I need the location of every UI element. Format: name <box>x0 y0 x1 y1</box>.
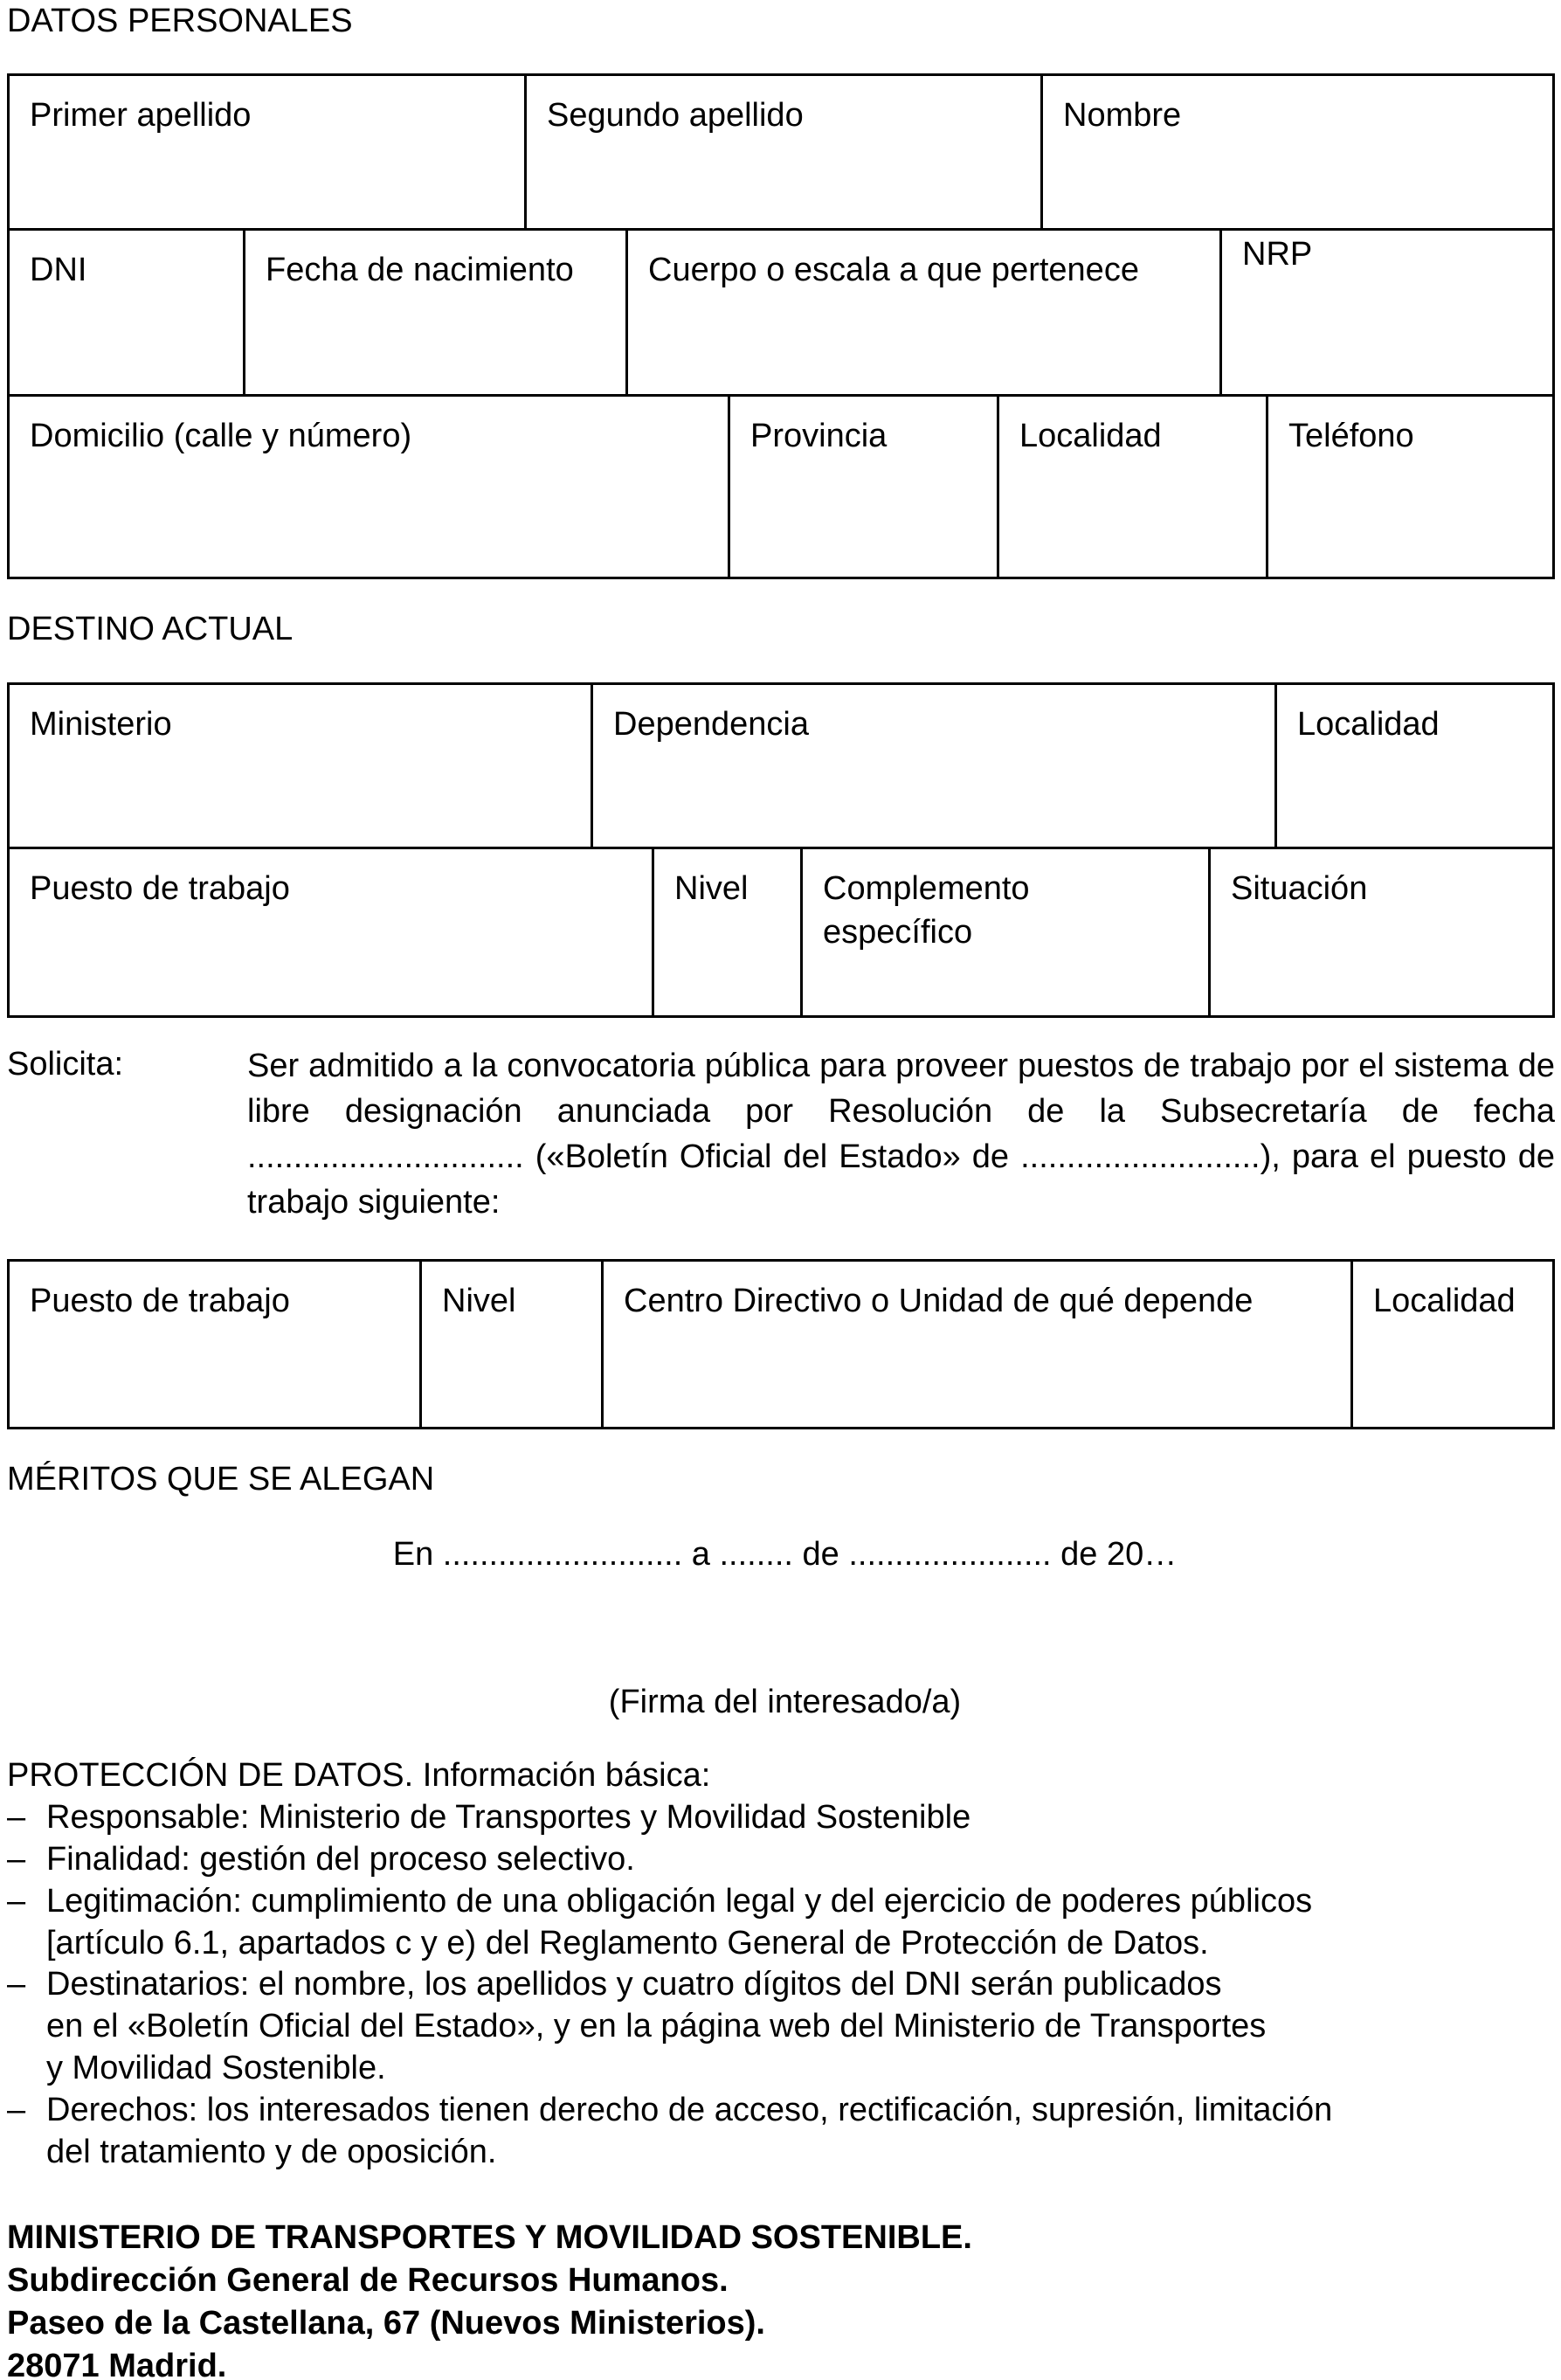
list-item <box>7 1964 1553 2090</box>
address-field[interactable] <box>10 397 730 577</box>
field-label: Segundo apellido <box>547 97 804 134</box>
personal-data-table <box>7 73 1555 579</box>
second-surname-field[interactable] <box>527 76 1043 228</box>
list-item-line: [artículo 6.1, apartados c y e) del Reglamento General de Protección de Datos. <box>46 1924 1209 1961</box>
phone-field[interactable] <box>1268 397 1552 577</box>
list-item-line: en el «Boletín Oficial del Estado», y en la página web del Ministerio de Transportes <box>46 2008 1267 2045</box>
current-locality-field[interactable] <box>1277 685 1552 847</box>
request-label: Solicita: <box>7 1046 124 1083</box>
address-line: Paseo de la Castellana, 67 (Nuevos Ministerios). <box>7 2305 765 2342</box>
birth-date-field[interactable] <box>245 231 628 394</box>
ministry-field[interactable] <box>10 685 593 847</box>
field-label: Puesto de trabajo <box>30 1283 290 1319</box>
list-item-line: Legitimación: cumplimiento de una obligación legal y del ejercicio de poderes públicos <box>46 1882 1313 1920</box>
requested-job-field[interactable] <box>10 1262 422 1427</box>
table-row <box>10 76 1552 231</box>
field-label: Localidad <box>1373 1283 1516 1319</box>
list-item-line: del tratamiento y de oposición. <box>46 2133 497 2170</box>
list-item-line: Responsable: Ministerio de Transportes y Movilidad Sostenible <box>46 1798 971 1836</box>
situation-field[interactable] <box>1211 849 1552 1015</box>
list-item <box>7 1839 1553 1881</box>
field-label: Nivel <box>442 1283 516 1319</box>
current-post-table <box>7 682 1555 1018</box>
first-surname-field[interactable] <box>10 76 527 228</box>
section-heading-merits: MÉRITOS QUE SE ALEGAN <box>7 1461 435 1498</box>
field-label: Complemento específico <box>823 870 1030 951</box>
request-text: Ser admitido a la convocatoria pública para proveer puestos de trabajo por el sistema de libre designación anunciada por Resolución de la Subsecretaría de fecha .............................. («Boletín Oficial del Estado» de ..........................), para el puesto de trabajo siguiente: <box>247 1048 1555 1221</box>
table-row <box>10 849 1552 1015</box>
field-label: Teléfono <box>1288 418 1414 454</box>
data-protection-title: PROTECCIÓN DE DATOS. Información básica: <box>7 1757 711 1794</box>
specific-complement-field[interactable] <box>803 849 1211 1015</box>
current-job-field[interactable] <box>10 849 654 1015</box>
list-item-line: y Movilidad Sostenible. <box>46 2050 386 2087</box>
dash-bullet: – <box>7 1798 26 1836</box>
field-label: Cuerpo o escala a que pertenece <box>648 252 1139 288</box>
table-row <box>10 685 1552 849</box>
locality-field[interactable] <box>999 397 1268 577</box>
field-label: Localidad <box>1297 706 1440 743</box>
field-label: Localidad <box>1019 418 1162 454</box>
field-label: NRP <box>1242 236 1313 273</box>
dash-bullet: – <box>7 1840 26 1878</box>
dash-bullet: – <box>7 1966 26 2003</box>
field-label: Nivel <box>674 870 749 907</box>
requested-post-table <box>7 1259 1555 1429</box>
signature-caption: (Firma del interesado/a) <box>608 1684 962 1720</box>
field-label: Primer apellido <box>30 97 252 134</box>
place-date-line[interactable]: En .......................... a ........ de ...................... de 20… <box>392 1536 1178 1573</box>
data-protection-block <box>7 1755 1553 2174</box>
list-item <box>7 1797 1553 1839</box>
current-level-field[interactable] <box>654 849 803 1015</box>
address-line: MINISTERIO DE TRANSPORTES Y MOVILIDAD SOSTENIBLE. <box>7 2219 972 2256</box>
field-label: Centro Directivo o Unidad de qué depende <box>624 1283 1254 1319</box>
directive-center-field[interactable] <box>604 1262 1353 1427</box>
corps-field[interactable] <box>628 231 1222 394</box>
dash-bullet: – <box>7 2092 26 2128</box>
table-row <box>10 397 1552 577</box>
section-heading-personal: DATOS PERSONALES <box>7 3 353 39</box>
list-item-line: Destinatarios: el nombre, los apellidos y cuatro dígitos del DNI serán publicados <box>46 1966 1222 2003</box>
field-label: Situación <box>1231 870 1368 907</box>
field-label: Dependencia <box>613 706 809 743</box>
province-field[interactable] <box>730 397 999 577</box>
field-label: Ministerio <box>30 706 172 743</box>
dash-bullet: – <box>7 1882 26 1920</box>
dependency-field[interactable] <box>593 685 1277 847</box>
nrp-field[interactable] <box>1222 231 1552 394</box>
requested-locality-field[interactable] <box>1353 1262 1552 1427</box>
field-label: Puesto de trabajo <box>30 870 290 907</box>
field-label: DNI <box>30 252 87 288</box>
field-label: Provincia <box>750 418 888 454</box>
list-item <box>7 2090 1553 2174</box>
list-item <box>7 1881 1553 1965</box>
table-row <box>10 1262 1552 1427</box>
field-label: Nombre <box>1063 97 1182 134</box>
address-line: Subdirección General de Recursos Humanos. <box>7 2262 729 2300</box>
section-heading-current: DESTINO ACTUAL <box>7 611 294 647</box>
requested-level-field[interactable] <box>422 1262 604 1427</box>
field-label: Domicilio (calle y número) <box>30 418 412 454</box>
address-line: 28071 Madrid. <box>7 2348 227 2380</box>
field-label: Fecha de nacimiento <box>266 252 574 288</box>
list-item-line: Derechos: los interesados tienen derecho de acceso, rectificación, supresión, limitación <box>46 2092 1333 2128</box>
dni-field[interactable] <box>10 231 245 394</box>
name-field[interactable] <box>1043 76 1552 228</box>
list-item-line: Finalidad: gestión del proceso selectivo. <box>46 1840 635 1878</box>
table-row <box>10 231 1552 397</box>
ministry-address <box>7 2217 972 2380</box>
